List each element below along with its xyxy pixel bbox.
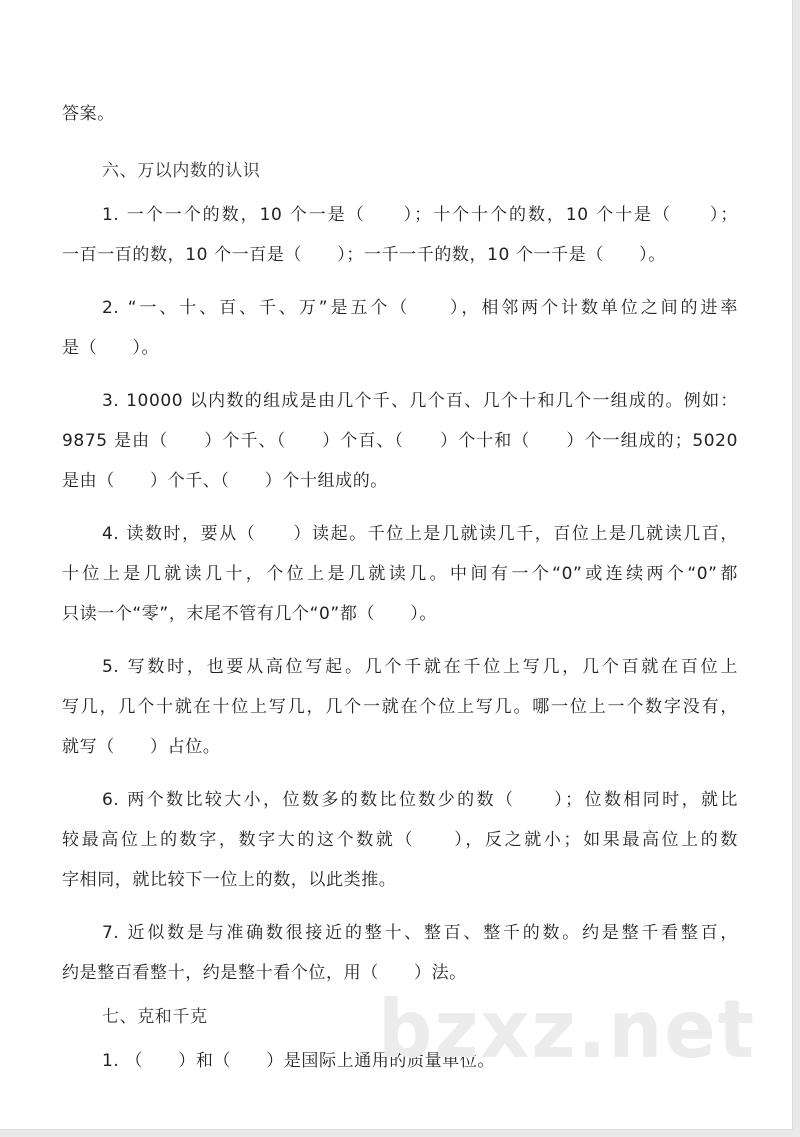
question-line: 只读一个“零”，末尾不管有几个“0”都（ ）。: [62, 604, 437, 624]
question-line: 1. 一个一个的数，10 个一是（ ）；十个十个的数，10 个十是（ ）；: [102, 205, 738, 225]
spacer: [62, 275, 738, 288]
question-line: 较最高位上的数字，数字大的这个数就（ ），反之就小；如果最高位上的数: [62, 830, 738, 850]
question-line: 4. 读数时，要从（ ）读起。千位上是几就读几千，百位上是几就读几百，: [102, 524, 738, 544]
document-body: [62, 94, 738, 1081]
spacer: [62, 501, 738, 514]
question-6-1: [62, 195, 738, 275]
spacer: [62, 767, 738, 780]
question-line: 7. 近似数是与准确数很接近的整十、整百、整千的数。约是整千看整百，: [102, 923, 738, 943]
question-line: 5. 写数时，也要从高位写起。几个千就在千位上写几，几个百就在百位上: [102, 657, 738, 677]
question-6-2: [62, 288, 738, 368]
question-line: 约是整百看整十，约是整十看个位，用（ ）法。: [62, 963, 467, 983]
section-heading-7: 七、克和千克: [102, 1007, 208, 1027]
question-7-1: [62, 1041, 738, 1081]
question-6-4: [62, 514, 738, 634]
section-heading-6: 六、万以内数的认识: [102, 161, 261, 181]
spacer: [62, 368, 738, 381]
question-line: 字相同，就比较下一位上的数，以此类推。: [62, 870, 397, 890]
intro-tail-text: 答案。: [62, 104, 115, 124]
question-line: 写几，几个十就在十位上写几，几个一就在个位上写几。哪一位上一个数字没有，: [62, 697, 738, 717]
question-line: 3. 10000 以内数的组成是由几个千、几个百、几个十和几个一组成的。例如：: [102, 391, 738, 411]
question-line: 就写（ ）占位。: [62, 737, 221, 757]
question-line: 1. （ ）和（ ）是国际上通用的质量单位。: [102, 1051, 496, 1071]
question-6-6: [62, 780, 738, 900]
spacer: [62, 634, 738, 647]
question-line: 6. 两个数比较大小，位数多的数比位数少的数（ ）；位数相同时，就比: [102, 790, 738, 810]
question-line: 一百一百的数，10 个一百是（ ）；一千一千的数，10 个一千是（ ）。: [62, 245, 666, 265]
question-6-5: [62, 647, 738, 767]
question-line: 十位上是几就读几十，个位上是几就读几。中间有一个“0”或连续两个“0”都: [62, 564, 738, 584]
question-6-3: [62, 381, 738, 501]
watermark-text: bzxz.net: [378, 983, 756, 1076]
question-line: 是由（ ）个千、（ ）个十组成的。: [62, 471, 388, 491]
question-line: 2. “一、十、百、千、万”是五个（ ），相邻两个计数单位之间的进率: [102, 298, 738, 318]
spacer: [62, 900, 738, 913]
spacer: [62, 134, 738, 147]
question-line: 9875 是由（ ）个千、（ ）个百、（ ）个十和（ ）个一组成的；5020: [62, 431, 738, 451]
question-line: 是（ ）。: [62, 338, 160, 358]
question-6-7: [62, 913, 738, 993]
